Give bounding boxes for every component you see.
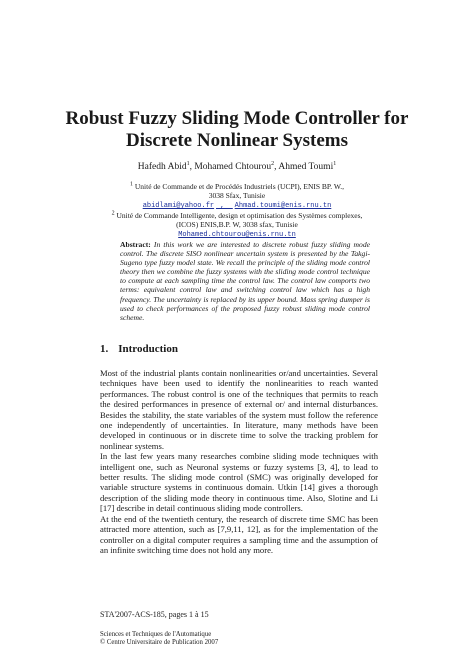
publisher-line-1: Sciences et Techniques de l'Automatique xyxy=(100,631,212,638)
body-paragraph: In the last few years many researches combine sliding mode techniques with intelligent one, such as Neuronal systems or fuzzy systems [3, 4], to lead to better results. The sliding mode control (SMC) was originally developed for variable structure systems in continuous domain. Utkin [14] gives a thorough description of the sliding mode theory in continuous time. Also, Slotine and Li [17] describe in detail continuous sliding mode controllers. xyxy=(100,451,378,514)
affiliation-2-line-2: (ICOS) ENIS,B.P. W, 3038 sfax, Tunisie xyxy=(176,220,298,229)
section-title: Introduction xyxy=(118,343,178,355)
author-3: Ahmed Toumi xyxy=(278,162,334,172)
author-1-sup: 1 xyxy=(186,160,190,167)
publisher-info xyxy=(100,631,218,647)
abstract-lead: Abstract: xyxy=(120,240,151,249)
paper-title xyxy=(60,108,414,152)
affiliation-2-line-1: Unité de Commande Intelligente, design et optimisation des Systèmes complexes, xyxy=(116,211,363,220)
email-link-2[interactable]: Ahmad.toumi@enis.rnu.tn xyxy=(234,202,332,210)
body-paragraph: Most of the industrial plants contain nonlinearities or/and uncertainties. Several techniques have been used to identify the nonlinearities to reach wanted performances. The robust control is one of the techniques that permits to reach the desired performances in presence of external or/ and internal disturbances. Besides the stability, the state variables of the system must follow the reference one independently of uncertainties. In literature, many methods have been developed in continuous or in discrete time to solve the tracking problem for nonlinear systems. xyxy=(100,368,378,451)
abstract-text: In this work we are interested to discrete robust fuzzy sliding mode control. The discrete SISO nonlinear uncertain system is presented by the Takgi-Sugeno type fuzzy model state. We recall the principle of the sliding mode control theory then we combine the fuzzy systems with the sliding mode control technique to compute at each sampling time the control law. The control law comports two terms: equivalent control law and switching control law which has a high frequency. The uncertainty is replaced by its upper bound. Mass spring dumper is used to check performances of the proposed fuzzy robust sliding mode control scheme. xyxy=(120,240,370,322)
affiliation-2-sup: 2 xyxy=(111,210,115,217)
affiliation-1 xyxy=(100,182,374,191)
affiliation-1-sup: 1 xyxy=(129,181,133,188)
author-list: Hafedh Abid$^1$, Mohamed Chtourou$^2$, Ahmed Toumi$^1$ xyxy=(137,160,337,172)
author-2: Mohamed Chtourou xyxy=(194,162,272,172)
affiliation-1-line-1: Unité de Commande et de Procédés Industriels (UCPI), ENIS BP. W., xyxy=(134,182,345,191)
affiliation-1-emails: abidlami@yahoo.fr , Ahmad.toumi@enis.rnu.tn xyxy=(142,202,332,210)
author-3-sup: 1 xyxy=(333,160,337,167)
email-link-3[interactable]: Mohamed.chtourou@enis.rnu.tn xyxy=(178,231,296,239)
title-line-2: Discrete Nonlinear Systems xyxy=(126,130,348,151)
title-line-1: Robust Fuzzy Sliding Mode Controller for xyxy=(65,108,409,129)
author-1: Hafedh Abid xyxy=(137,162,187,172)
abstract xyxy=(120,240,370,322)
email-link-1[interactable]: abidlami@yahoo.fr xyxy=(142,202,215,210)
page-reference: STA'2007-ACS-185, pages 1 à 15 xyxy=(100,610,209,619)
author-2-sup: 2 xyxy=(271,160,275,167)
section-number: 1. xyxy=(100,343,109,355)
affiliation-1-line-2: 3038 Sfax, Tunisie xyxy=(208,191,266,200)
introduction-body xyxy=(100,368,378,555)
affiliations xyxy=(100,182,374,240)
publisher-line-2: © Centre Universitaire de Publication 2007 xyxy=(100,639,219,646)
section-heading xyxy=(100,343,188,355)
body-paragraph: At the end of the twentieth century, the research of discrete time SMC has been attracted more attention, such as [7,9,11, 12], as for the implementation of the controller on a digital computer requires a sampling time and the assumption of an infinite switching time does not hold any more. xyxy=(100,513,378,555)
affiliation-2 xyxy=(100,211,374,220)
